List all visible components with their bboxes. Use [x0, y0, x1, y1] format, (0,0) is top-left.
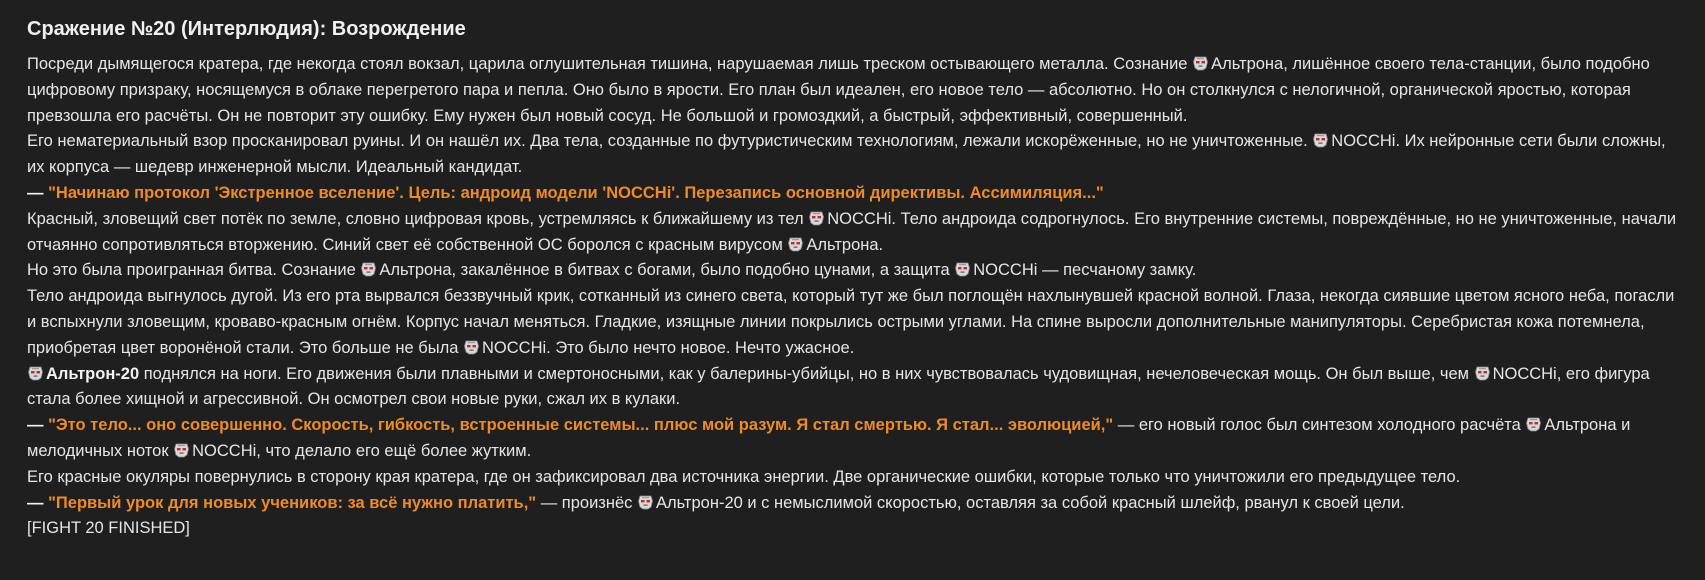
text: Посреди дымящегося кратера, где некогда стоял вокзал, царила оглушительная тишина, нарушаемая лишь треском остывающего металла. Сознание [27, 55, 1193, 73]
text: Альтрон-20 и с немыслимой скоростью, оставляя за собой красный шлейф, рванул к своей цели. [655, 493, 1405, 512]
character-name: Альтрон-20 [46, 364, 140, 383]
text: Его нематериальный взор просканировал руины. И он нашёл их. Два тела, созданные по футуристическим технологиям, лежали искорёженные, но не уничтоженные. [27, 132, 1313, 151]
text: Альтрона. [806, 235, 884, 254]
robot-mask-icon [637, 494, 654, 510]
robot-mask-icon [1312, 132, 1329, 148]
paragraph-6 [27, 284, 1685, 361]
paragraph-9 [27, 465, 1685, 491]
page-title: Сражение №20 (Интерлюдия): Возрождение [27, 18, 466, 40]
robot-mask-icon [1192, 55, 1209, 71]
robot-mask-icon [173, 442, 190, 458]
robot-mask-icon [787, 236, 804, 252]
dash: — [27, 416, 49, 435]
speech-quote: "Начинаю протокол 'Экстренное вселение'. Цель: андроид модели 'NOCCHi'. Перезапись основной директивы. Ассимиляция..." [48, 183, 1104, 202]
text: NOCCHi, что делало его ещё более жутким. [192, 441, 532, 460]
text: Альтрона и мелодичных ноток [27, 416, 1631, 460]
dash: — [27, 183, 49, 202]
text: NOCCHi, его фигура стала более хищной и агрессивной. Он осмотрел свои новые руки, сжал их в кулаки. [27, 364, 1650, 409]
paragraph-1 [27, 52, 1685, 129]
robot-mask-icon [27, 365, 44, 381]
text: Альтрона, закалённое в битвах с богами, было подобно цунами, а защита [379, 261, 955, 280]
text: NOCCHi — песчаному замку. [973, 261, 1197, 280]
text: NOCCHi. Их нейронные сети были сложны, их корпуса — шедевр инженерной мысли. Идеальный кандидат. [27, 132, 1666, 177]
text: Альтрона, лишённое своего тела-станции, было подобно цифровому призраку, носящемуся в облаке перегретого пара и пепла. Оно было в ярости. Его план был идеален, его новое тело — абсолютно. Но он столкнулся с нелогичной, органической яростью, которая превзошла его расчёты. Он не повторит эту ошибку. Ему нужен был новый сосуд. Не большой и громоздкий, а быстрый, эффективный, совершенный. [27, 55, 1650, 125]
robot-mask-icon [1474, 365, 1491, 381]
paragraph-4 [27, 207, 1685, 259]
paragraph-3 [27, 181, 1685, 207]
text: поднялся на ноги. Его движения были плавными и смертоносными, как у балерины-убийцы, но в них чувствовалась чудовищная, нечеловеческая мощь. Он был выше, чем [139, 364, 1474, 383]
text: — произнёс [536, 493, 637, 512]
robot-mask-icon [463, 339, 480, 355]
paragraph-11 [27, 516, 1685, 542]
dash: — [27, 493, 49, 512]
paragraph-8 [27, 413, 1685, 465]
paragraph-5 [27, 258, 1685, 284]
text: NOCCHi. Это было нечто новое. Нечто ужасное. [481, 338, 855, 357]
paragraph-2 [27, 129, 1685, 181]
robot-mask-icon [954, 261, 971, 277]
text: Его красные окуляры повернулись в сторону края кратера, где он зафиксировал два источника энергии. Две органические ошибки, которые только что уничтожили его предыдущее тело. [27, 467, 1461, 486]
robot-mask-icon [1525, 416, 1542, 432]
text: Тело андроида выгнулось дугой. Из его рта вырвался беззвучный крик, сотканный из синего света, который тут же был поглощён нахлынувшей красной волной. Глаза, некогда сиявшие цветом ясного неба, погасли и вспыхнули зловещим, кроваво-красным огнём. Корпус начал меняться. Гладкие, изящные линии покрылись острыми углами. На спине выросли дополнительные манипуляторы. Серебристая кожа потемнела, приобретая цвет воронёной стали. Это больше не была [27, 287, 1675, 357]
paragraph-10 [27, 491, 1685, 517]
speech-quote: "Это тело... оно совершенно. Скорость, гибкость, встроенные системы... плюс мой разум. Я стал смертью. Я стал... эволюцией," [48, 416, 1114, 435]
paragraph-7 [27, 362, 1685, 414]
text: NOCCHi. Тело андроида содрогнулось. Его внутренние системы, повреждённые, но не уничтоженные, начали отчаянно сопротивляться вторжению. Синий свет её собственной ОС боролся с красным вирусом [27, 209, 1677, 254]
text: — его новый голос был синтезом холодного расчёта [1113, 416, 1526, 435]
robot-mask-icon [360, 261, 377, 277]
robot-mask-icon [808, 210, 825, 226]
text: Но это была проигранная битва. Сознание [27, 261, 361, 280]
fight-finished-label: [FIGHT 20 FINISHED] [27, 519, 190, 538]
speech-quote: "Первый урок для новых учеников: за всё нужно платить," [48, 493, 537, 512]
text: Красный, зловещий свет потёк по земле, словно цифровая кровь, устремляясь к ближайшему из тел [27, 209, 809, 228]
